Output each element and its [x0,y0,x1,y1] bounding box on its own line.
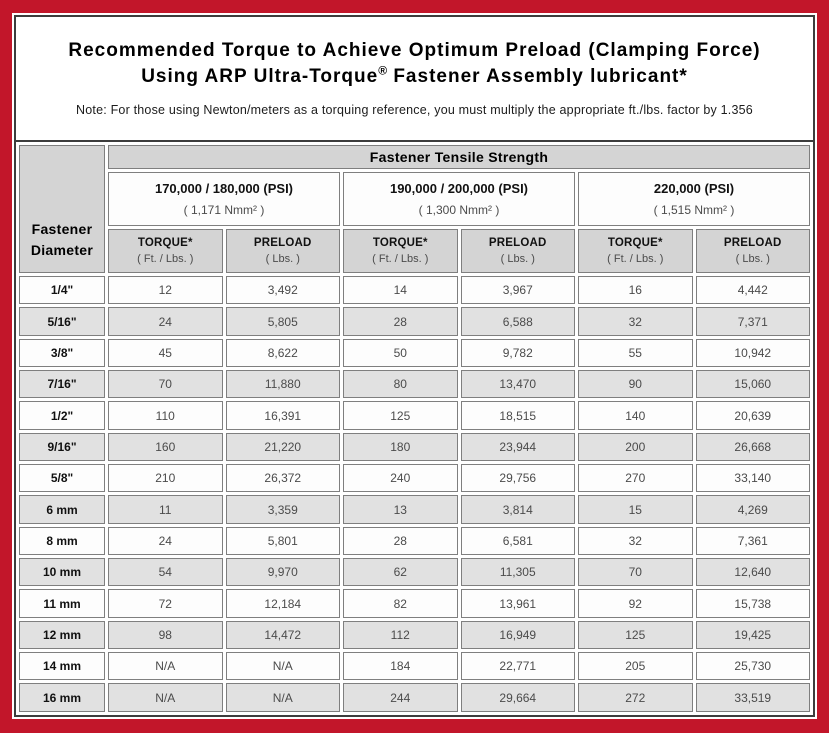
preload-value-cell: 7,361 [696,527,811,555]
torque-value-cell: 32 [578,527,693,555]
psi-group-header-row [19,172,810,226]
torque-value-cell: 112 [343,621,458,649]
table-row [19,307,810,335]
torque-column-header [578,229,693,273]
preload-value-cell: 26,372 [226,464,341,492]
torque-column-header [343,229,458,273]
fastener-diameter-header-line1: Fastener [31,221,93,238]
table-row [19,370,810,398]
psi-group-220 [578,172,810,226]
preload-value-cell: 33,519 [696,683,811,712]
column-label: PRELOAD [488,237,547,249]
torque-value-cell: 270 [578,464,693,492]
torque-value-cell: 70 [108,370,223,398]
preload-value-cell: 11,305 [461,558,576,586]
column-label: TORQUE* [607,237,663,249]
preload-value-cell: 29,664 [461,683,576,712]
preload-value-cell: 3,359 [226,495,341,523]
column-unit: ( Lbs. ) [500,253,535,265]
preload-value-cell: 5,805 [226,307,341,335]
torque-table-body [19,276,810,712]
column-unit: ( Ft. / Lbs. ) [372,253,429,265]
preload-value-cell: 4,269 [696,495,811,523]
table-row [19,433,810,461]
torque-value-cell: 80 [343,370,458,398]
torque-value-cell: 180 [343,433,458,461]
torque-value-cell: 62 [343,558,458,586]
torque-value-cell: 125 [343,401,458,429]
torque-value-cell: 90 [578,370,693,398]
fastener-diameter-cell: 10 mm [19,558,105,586]
fastener-diameter-cell: 8 mm [19,527,105,555]
table-row [19,401,810,429]
torque-value-cell: 55 [578,339,693,367]
torque-value-cell: 45 [108,339,223,367]
fastener-diameter-cell: 1/2" [19,401,105,429]
torque-value-cell: 28 [343,307,458,335]
document-sheet [14,15,815,717]
preload-value-cell: 6,588 [461,307,576,335]
torque-value-cell: 210 [108,464,223,492]
column-unit: ( Lbs. ) [735,253,770,265]
fastener-tensile-strength-header: Fastener Tensile Strength [108,145,810,169]
torque-value-cell: 92 [578,589,693,617]
torque-value-cell: 50 [343,339,458,367]
fastener-diameter-cell: 5/16" [19,307,105,335]
torque-table-header [19,145,810,273]
preload-value-cell: 20,639 [696,401,811,429]
torque-value-cell: 200 [578,433,693,461]
column-label: TORQUE* [372,237,428,249]
preload-value-cell: 16,391 [226,401,341,429]
preload-column-header [461,229,576,273]
table-row [19,339,810,367]
fastener-diameter-header-line2: Diameter [30,241,94,258]
preload-value-cell: 3,967 [461,276,576,304]
torque-value-cell: 13 [343,495,458,523]
preload-value-cell: 5,801 [226,527,341,555]
title-line2-prefix: Using ARP Ultra-Torque [141,66,379,88]
fastener-diameter-header [19,145,105,273]
conversion-note: Note: For those using Newton/meters as a torquing reference, you must multiply the appropriate ft./lbs. factor by 1.356 [76,103,753,118]
preload-value-cell: N/A [226,683,341,712]
preload-value-cell: 18,515 [461,401,576,429]
torque-value-cell: 98 [108,621,223,649]
psi-label: 170,000 / 180,000 (PSI) [154,181,294,196]
preload-value-cell: 4,442 [696,276,811,304]
fastener-diameter-cell: 3/8" [19,339,105,367]
torque-value-cell: 14 [343,276,458,304]
preload-value-cell: 22,771 [461,652,576,680]
torque-value-cell: N/A [108,652,223,680]
tensile-strength-header-row [19,145,810,169]
column-unit: ( Lbs. ) [265,253,300,265]
preload-value-cell: 11,880 [226,370,341,398]
torque-value-cell: 24 [108,527,223,555]
psi-group-170-180 [108,172,340,226]
fastener-diameter-cell: 1/4" [19,276,105,304]
preload-column-header [696,229,811,273]
table-row [19,464,810,492]
preload-value-cell: 12,184 [226,589,341,617]
preload-value-cell: 15,738 [696,589,811,617]
preload-value-cell: 26,668 [696,433,811,461]
preload-value-cell: 21,220 [226,433,341,461]
preload-value-cell: 14,472 [226,621,341,649]
preload-value-cell: 9,970 [226,558,341,586]
preload-value-cell: N/A [226,652,341,680]
torque-value-cell: 160 [108,433,223,461]
table-row [19,683,810,712]
fastener-diameter-cell: 9/16" [19,433,105,461]
table-row [19,276,810,304]
torque-value-cell: 82 [343,589,458,617]
torque-preload-header-row [19,229,810,273]
fastener-diameter-cell: 16 mm [19,683,105,712]
preload-value-cell: 15,060 [696,370,811,398]
torque-value-cell: 240 [343,464,458,492]
preload-value-cell: 10,942 [696,339,811,367]
preload-value-cell: 9,782 [461,339,576,367]
table-row [19,652,810,680]
nmm-label: ( 1,515 Nmm² ) [653,203,735,217]
torque-value-cell: 70 [578,558,693,586]
preload-value-cell: 6,581 [461,527,576,555]
preload-value-cell: 7,371 [696,307,811,335]
nmm-label: ( 1,300 Nmm² ) [418,203,500,217]
fastener-diameter-cell: 14 mm [19,652,105,680]
torque-value-cell: 11 [108,495,223,523]
torque-value-cell: 272 [578,683,693,712]
torque-table-container [16,140,813,715]
fastener-diameter-cell: 6 mm [19,495,105,523]
torque-value-cell: 32 [578,307,693,335]
table-row [19,495,810,523]
torque-value-cell: 72 [108,589,223,617]
torque-value-cell: 16 [578,276,693,304]
nmm-label: ( 1,171 Nmm² ) [183,203,265,217]
title-line2-suffix: Fastener Assembly lubricant* [387,66,688,88]
preload-value-cell: 16,949 [461,621,576,649]
torque-value-cell: 205 [578,652,693,680]
column-unit: ( Ft. / Lbs. ) [607,253,664,265]
psi-label: 190,000 / 200,000 (PSI) [389,181,529,196]
torque-value-cell: 244 [343,683,458,712]
preload-value-cell: 25,730 [696,652,811,680]
preload-value-cell: 19,425 [696,621,811,649]
preload-value-cell: 3,814 [461,495,576,523]
table-row [19,527,810,555]
torque-table [16,140,813,715]
psi-group-190-200 [343,172,575,226]
torque-value-cell: 125 [578,621,693,649]
torque-value-cell: 28 [343,527,458,555]
fastener-diameter-cell: 11 mm [19,589,105,617]
table-row [19,621,810,649]
preload-value-cell: 3,492 [226,276,341,304]
column-label: PRELOAD [253,237,312,249]
torque-value-cell: 54 [108,558,223,586]
preload-value-cell: 8,622 [226,339,341,367]
torque-column-header [108,229,223,273]
torque-value-cell: 110 [108,401,223,429]
column-unit: ( Ft. / Lbs. ) [137,253,194,265]
registered-trademark-symbol: ® [378,63,388,78]
torque-value-cell: 12 [108,276,223,304]
title-block [16,17,813,140]
torque-value-cell: 15 [578,495,693,523]
table-row [19,589,810,617]
psi-label: 220,000 (PSI) [653,181,735,196]
page-title-line2 [16,64,813,90]
preload-value-cell: 29,756 [461,464,576,492]
preload-value-cell: 13,470 [461,370,576,398]
preload-value-cell: 12,640 [696,558,811,586]
fastener-diameter-cell: 5/8" [19,464,105,492]
preload-value-cell: 13,961 [461,589,576,617]
preload-value-cell: 33,140 [696,464,811,492]
column-label: PRELOAD [723,237,782,249]
page-title-line1: Recommended Torque to Achieve Optimum Preload (Clamping Force) [68,40,761,61]
torque-value-cell: 24 [108,307,223,335]
fastener-diameter-cell: 12 mm [19,621,105,649]
torque-value-cell: 184 [343,652,458,680]
preload-value-cell: 23,944 [461,433,576,461]
torque-value-cell: N/A [108,683,223,712]
torque-value-cell: 140 [578,401,693,429]
table-row [19,558,810,586]
column-label: TORQUE* [137,237,193,249]
preload-column-header [226,229,341,273]
fastener-diameter-cell: 7/16" [19,370,105,398]
